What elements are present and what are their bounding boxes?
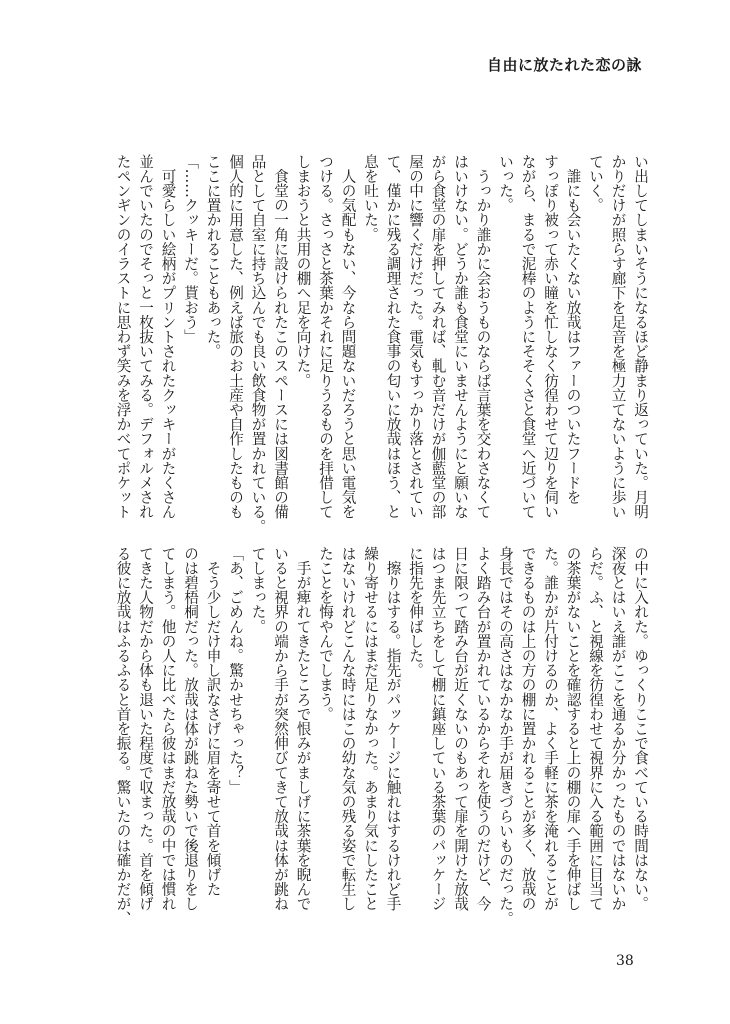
- text-line: 日に限って踏み台が近くないのもあって扉を開けた放哉: [452, 546, 469, 911]
- text-line: ていく。: [587, 154, 604, 213]
- text-line: てきた人物だから体も退いた程度で収まった。首を傾げ: [137, 546, 154, 911]
- body-text-lower: [103, 546, 651, 926]
- text-line: 並んでいたのでそっと一枚抜いてみる。デフォルメされ: [137, 154, 154, 519]
- text-line: の茶葉がないことを確認すると上の棚の扉へ手を伸ばし: [564, 546, 582, 911]
- text-line: て、僅かに残る調理された食事の匂いに放哉はほう、と: [384, 154, 402, 519]
- text-line: たペンギンのイラストに思わず笑みを浮かべてポケット: [114, 154, 132, 519]
- text-line: がら食堂の扉を押してみれば、軋む音だけが伽藍堂の部: [429, 154, 447, 519]
- text-line: てしまった。: [249, 546, 267, 634]
- text-line: すっぽり被って赤い瞳を忙しなく彷徨わせて辺りを伺い: [542, 154, 559, 519]
- text-line: いると視界の端から手が突然伸びてきて放哉は体が跳ね: [272, 546, 289, 911]
- text-line: 品として自室に持ち込んでも良い飲食物が置かれている。: [249, 154, 267, 534]
- text-line: 誰にも会いたくない放哉はファーのついたフードを: [564, 154, 582, 505]
- text-line: 深夜とはいえ誰がここを通るか分かったものではないか: [609, 546, 627, 911]
- text-line: そう少しだけ申し訳なさげに眉を寄せて首を傾げた: [204, 546, 222, 897]
- text-line: 手が痺れてきたところで恨みがましげに茶葉を睨んで: [294, 546, 312, 911]
- text-line: いった。: [497, 154, 514, 213]
- text-line: ながら、まるで泥棒のようにそそくさと食堂へ近づいて: [519, 154, 537, 519]
- running-header-title: 自由に放たれた恋の詠: [486, 56, 642, 74]
- text-line: のは碧梧桐だった。放哉は体が跳ねた勢いで後退りをし: [182, 546, 199, 911]
- text-line: はつま先立ちをして棚に鎮座している茶葉のパッケージ: [429, 546, 447, 911]
- text-line: ここに置かれることもあった。: [204, 154, 222, 359]
- text-line: 息を吐いた。: [362, 154, 379, 242]
- text-line: 屋の中に響くだけだった。電気もすっかり落とされてい: [407, 154, 424, 519]
- text-line: 「……クッキーだ。貰おう」: [182, 154, 199, 344]
- text-line: てしまう。他の人に比べたら彼はまだ放哉の中では慣れ: [159, 546, 177, 911]
- text-line: つける。さっさと茶葉かそれに足りうるものを拝借して: [317, 154, 334, 519]
- text-line: はないけれどこんな時にはこの幼な気の残る姿で転生し: [339, 546, 357, 911]
- text-line: い出してしまいそうになるほど静まり返っていた。月明: [632, 154, 649, 519]
- text-line: 「あ、ごめんね。驚かせちゃった？」: [227, 546, 244, 795]
- text-line: らだ。ふ、と視線を彷徨わせて視界に入る範囲に目当て: [587, 546, 604, 911]
- text-line: た。誰かが片付けるのか、よく手軽に茶を淹れることが: [542, 546, 559, 911]
- text-line: に指先を伸ばした。: [407, 546, 424, 678]
- text-line: かりだけが照らす廊下を足音を極力立てないように歩い: [609, 154, 627, 519]
- text-line: 人の気配もない、今なら問題ないだろうと思い電気を: [339, 154, 357, 519]
- text-line: 可愛らしい絵柄がプリントされたクッキーがたくさん: [159, 154, 177, 519]
- text-line: る彼に放哉はふるふると首を振る。驚いたのは確かだが、: [114, 546, 132, 926]
- text-line: 擦りはする。指先がパッケージに触れはするけれど手: [384, 546, 402, 911]
- text-line: できるものは上の方の棚に置かれることが多く、放哉の: [519, 546, 537, 911]
- text-line: たことを悔やんでしまう。: [317, 546, 334, 722]
- text-line: の中に入れた。ゆっくりここで食べている時間はない。: [632, 546, 649, 911]
- body-text-upper: [103, 154, 651, 534]
- text-line: しまおうと共用の棚へ足を向けた。: [294, 154, 312, 388]
- text-line: 食堂の一角に設けられたこのスペースには図書館の備: [272, 154, 289, 519]
- text-line: 個人的に用意した、例えば旅のお土産や自作したものも: [227, 154, 244, 519]
- text-line: うっかり誰かに会おうものならば言葉を交わさなくて: [474, 154, 492, 519]
- page-number: 38: [616, 953, 634, 969]
- text-line: 身長ではその高さはなかなか手が届きづらいものだった。: [497, 546, 514, 926]
- text-line: よく踏み台が置かれているからそれを使うのだけど、今: [474, 546, 492, 911]
- text-line: 繰り寄せるにはまだ足りなかった。あまり気にしたこと: [362, 546, 379, 911]
- text-line: はいけない。どうか誰も食堂にいませんようにと願いな: [452, 154, 469, 519]
